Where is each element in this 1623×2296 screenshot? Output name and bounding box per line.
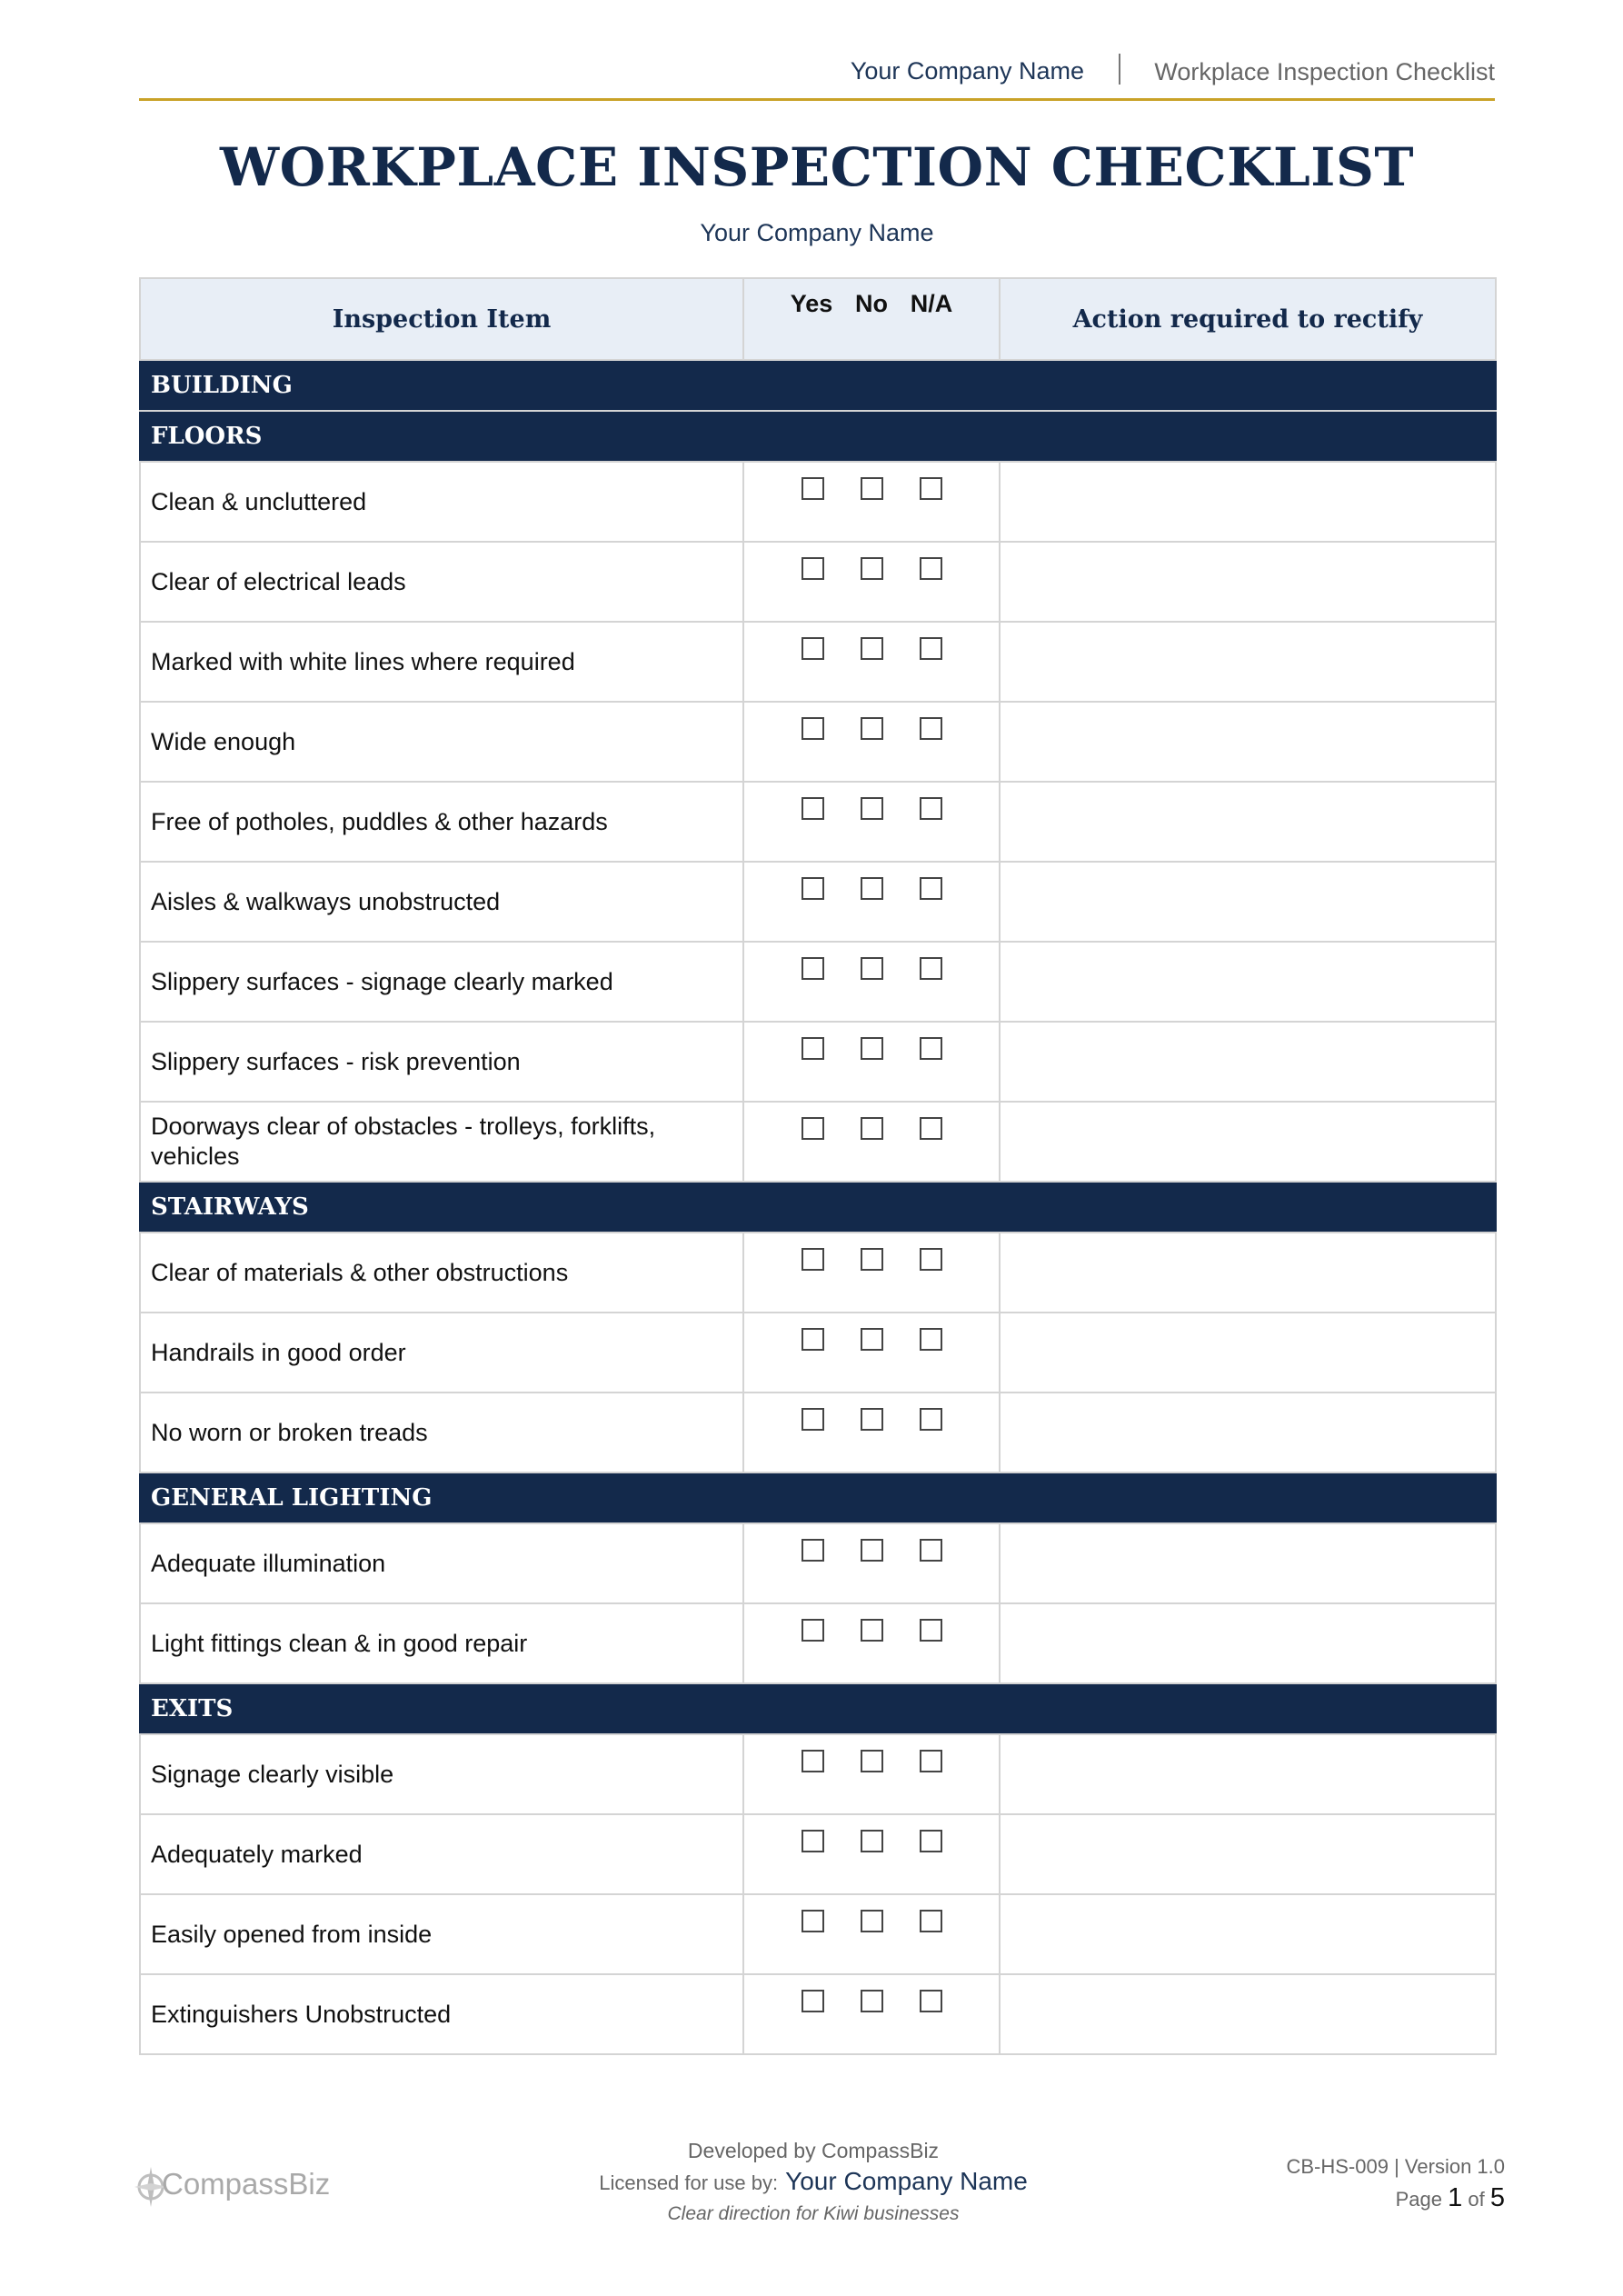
- checkbox-yes[interactable]: [802, 1990, 824, 2012]
- header-inspection-item: Inspection Item: [140, 278, 743, 360]
- section-title: STAIRWAYS: [140, 1182, 1496, 1233]
- checkbox-yes[interactable]: [802, 1830, 824, 1852]
- checkbox-yes[interactable]: [802, 1539, 824, 1562]
- header-checks: [743, 278, 1000, 360]
- checkbox-no[interactable]: [861, 1619, 883, 1642]
- table-row: [140, 1102, 1496, 1182]
- action-required-cell[interactable]: [1000, 622, 1496, 702]
- checkbox-na[interactable]: [920, 797, 942, 820]
- inspection-item-label: Aisles & walkways unobstructed: [140, 862, 743, 942]
- header-yes: Yes: [790, 290, 833, 317]
- section-row: [140, 411, 1496, 462]
- checkbox-yes[interactable]: [802, 1408, 824, 1431]
- checkbox-no[interactable]: [861, 1539, 883, 1562]
- checkbox-group: [743, 542, 1000, 622]
- action-required-cell[interactable]: [1000, 1313, 1496, 1393]
- checkbox-na[interactable]: [920, 637, 942, 660]
- checkbox-group: [743, 1313, 1000, 1393]
- action-required-cell[interactable]: [1000, 1894, 1496, 1974]
- checkbox-no[interactable]: [861, 637, 883, 660]
- checkbox-no[interactable]: [861, 717, 883, 740]
- table-header-row: [140, 278, 1496, 360]
- footer-licensed-company: Your Company Name: [785, 2167, 1028, 2195]
- footer-licensed: [500, 2165, 1127, 2200]
- section-row: [140, 1182, 1496, 1233]
- inspection-item-label: No worn or broken treads: [140, 1393, 743, 1472]
- footer-logo-text: CompassBiz: [162, 2167, 331, 2201]
- checkbox-no[interactable]: [861, 1248, 883, 1271]
- checkbox-na[interactable]: [920, 877, 942, 900]
- checkbox-group: [743, 782, 1000, 862]
- checkbox-group: [743, 1523, 1000, 1603]
- checkbox-no[interactable]: [861, 1117, 883, 1140]
- header-action-required: Action required to rectify: [1000, 278, 1496, 360]
- page-header: [139, 50, 1495, 101]
- table-row: [140, 942, 1496, 1022]
- inspection-item-label: Marked with white lines where required: [140, 622, 743, 702]
- checkbox-group: [743, 1974, 1000, 2054]
- checkbox-na[interactable]: [920, 1539, 942, 1562]
- action-required-cell[interactable]: [1000, 542, 1496, 622]
- table-row: [140, 1974, 1496, 2054]
- checkbox-na[interactable]: [920, 1990, 942, 2012]
- action-required-cell[interactable]: [1000, 702, 1496, 782]
- table-row: [140, 1233, 1496, 1313]
- checkbox-na[interactable]: [920, 1248, 942, 1271]
- action-required-cell[interactable]: [1000, 1814, 1496, 1894]
- inspection-item-label: Wide enough: [140, 702, 743, 782]
- header-no: No: [855, 290, 888, 317]
- action-required-cell[interactable]: [1000, 1102, 1496, 1182]
- table-row: [140, 1393, 1496, 1472]
- inspection-item-label: Clear of electrical leads: [140, 542, 743, 622]
- inspection-item-label: Handrails in good order: [140, 1313, 743, 1393]
- checkbox-no[interactable]: [861, 1910, 883, 1932]
- header-separator: [1119, 54, 1120, 85]
- checkbox-group: [743, 1734, 1000, 1814]
- section-title: BUILDING: [140, 360, 1496, 411]
- action-required-cell[interactable]: [1000, 782, 1496, 862]
- checkbox-na[interactable]: [920, 717, 942, 740]
- checkbox-yes[interactable]: [802, 1750, 824, 1772]
- checkbox-na[interactable]: [920, 957, 942, 980]
- inspection-item-label: Free of potholes, puddles & other hazards: [140, 782, 743, 862]
- checkbox-na[interactable]: [920, 1117, 942, 1140]
- footer-doc-code: CB-HS-009: [1286, 2155, 1389, 2178]
- table-row: [140, 1022, 1496, 1102]
- checkbox-group: [743, 622, 1000, 702]
- inspection-item-label: Doorways clear of obstacles - trolleys, forklifts, vehicles: [140, 1102, 743, 1182]
- header-document-name: Workplace Inspection Checklist: [1154, 58, 1495, 85]
- checkbox-na[interactable]: [920, 1408, 942, 1431]
- header-na: N/A: [910, 290, 953, 317]
- section-title: GENERAL LIGHTING: [140, 1472, 1496, 1523]
- action-required-cell[interactable]: [1000, 1233, 1496, 1313]
- action-required-cell[interactable]: [1000, 1734, 1496, 1814]
- inspection-table: [139, 277, 1497, 2055]
- footer-page-label: Page: [1395, 2188, 1442, 2211]
- checkbox-yes[interactable]: [802, 717, 824, 740]
- checkbox-na[interactable]: [920, 1910, 942, 1932]
- checkbox-na[interactable]: [920, 1037, 942, 1060]
- action-required-cell[interactable]: [1000, 862, 1496, 942]
- checkbox-group: [743, 1894, 1000, 1974]
- section-row: [140, 1472, 1496, 1523]
- section-title: FLOORS: [140, 411, 1496, 462]
- checkbox-group: [743, 1393, 1000, 1472]
- table-row: [140, 542, 1496, 622]
- inspection-item-label: Signage clearly visible: [140, 1734, 743, 1814]
- inspection-item-label: Clear of materials & other obstructions: [140, 1233, 743, 1313]
- footer-licensed-label: Licensed for use by:: [599, 2171, 779, 2194]
- inspection-item-label: Light fittings clean & in good repair: [140, 1603, 743, 1683]
- checkbox-no[interactable]: [861, 1408, 883, 1431]
- checkbox-group: [743, 1233, 1000, 1313]
- inspection-item-label: Slippery surfaces - signage clearly marked: [140, 942, 743, 1022]
- table-row: [140, 622, 1496, 702]
- checkbox-no[interactable]: [861, 1328, 883, 1351]
- checkbox-na[interactable]: [920, 557, 942, 580]
- checkbox-na[interactable]: [920, 477, 942, 500]
- checkbox-yes[interactable]: [802, 1619, 824, 1642]
- checkbox-no[interactable]: [861, 1037, 883, 1060]
- checkbox-group: [743, 702, 1000, 782]
- inspection-item-label: Easily opened from inside: [140, 1894, 743, 1974]
- checkbox-no[interactable]: [861, 877, 883, 900]
- checkbox-yes[interactable]: [802, 557, 824, 580]
- action-required-cell[interactable]: [1000, 1022, 1496, 1102]
- footer-page-total: 5: [1489, 2183, 1505, 2212]
- table-row: [140, 462, 1496, 542]
- header-company-name: Your Company Name: [850, 57, 1084, 85]
- checkbox-no[interactable]: [861, 1990, 883, 2012]
- checkbox-yes[interactable]: [802, 1248, 824, 1271]
- checkbox-yes[interactable]: [802, 797, 824, 820]
- page-subtitle: Your Company Name: [700, 219, 934, 246]
- checkbox-group: [743, 862, 1000, 942]
- table-row: [140, 1313, 1496, 1393]
- checkbox-yes[interactable]: [802, 477, 824, 500]
- checkbox-yes[interactable]: [802, 1117, 824, 1140]
- table-row: [140, 702, 1496, 782]
- page-title: WORKPLACE INSPECTION CHECKLIST: [220, 136, 1414, 198]
- table-row: [140, 1523, 1496, 1603]
- action-required-cell[interactable]: [1000, 1523, 1496, 1603]
- checkbox-na[interactable]: [920, 1619, 942, 1642]
- checkbox-yes[interactable]: [802, 1328, 824, 1351]
- action-required-cell[interactable]: [1000, 1974, 1496, 2054]
- checkbox-group: [743, 1603, 1000, 1683]
- checkbox-group: [743, 1814, 1000, 1894]
- checkbox-no[interactable]: [861, 1750, 883, 1772]
- checkbox-no[interactable]: [861, 1830, 883, 1852]
- inspection-item-label: Slippery surfaces - risk prevention: [140, 1022, 743, 1102]
- checkbox-yes[interactable]: [802, 637, 824, 660]
- checkbox-group: [743, 462, 1000, 542]
- footer-page-of: of: [1468, 2188, 1485, 2211]
- table-row: [140, 1734, 1496, 1814]
- inspection-item-label: Clean & uncluttered: [140, 462, 743, 542]
- table-row: [140, 782, 1496, 862]
- action-required-cell[interactable]: [1000, 1393, 1496, 1472]
- checkbox-na[interactable]: [920, 1830, 942, 1852]
- checkbox-yes[interactable]: [802, 877, 824, 900]
- action-required-cell[interactable]: [1000, 1603, 1496, 1683]
- checkbox-group: [743, 1022, 1000, 1102]
- footer-document-info: CB-HS-009 | Version 1.0 Page 1 of 5: [1286, 2155, 1505, 2212]
- checkbox-no[interactable]: [861, 797, 883, 820]
- section-row: [140, 1683, 1496, 1734]
- checkbox-yes[interactable]: [802, 1037, 824, 1060]
- footer-tagline: Clear direction for Kiwi businesses: [667, 2203, 960, 2224]
- section-row: [140, 360, 1496, 411]
- checkbox-na[interactable]: [920, 1328, 942, 1351]
- footer-developed-by: Developed by CompassBiz: [687, 2139, 940, 2162]
- table-row: [140, 1603, 1496, 1683]
- footer-center: [500, 2136, 1127, 2229]
- footer-page-current: 1: [1448, 2183, 1463, 2212]
- checkbox-no[interactable]: [861, 477, 883, 500]
- checkbox-yes[interactable]: [802, 1910, 824, 1932]
- checkbox-no[interactable]: [861, 557, 883, 580]
- checkbox-group: [743, 1102, 1000, 1182]
- checkbox-group: [743, 942, 1000, 1022]
- checkbox-na[interactable]: [920, 1750, 942, 1772]
- footer-version: Version 1.0: [1404, 2155, 1505, 2178]
- inspection-item-label: Adequate illumination: [140, 1523, 743, 1603]
- table-body: [140, 360, 1496, 2054]
- inspection-item-label: Extinguishers Unobstructed: [140, 1974, 743, 2054]
- section-title: EXITS: [140, 1683, 1496, 1734]
- action-required-cell[interactable]: [1000, 462, 1496, 542]
- inspection-item-label: Adequately marked: [140, 1814, 743, 1894]
- table-row: [140, 1814, 1496, 1894]
- checkbox-yes[interactable]: [802, 957, 824, 980]
- table-row: [140, 1894, 1496, 1974]
- checkbox-no[interactable]: [861, 957, 883, 980]
- table-row: [140, 862, 1496, 942]
- action-required-cell[interactable]: [1000, 942, 1496, 1022]
